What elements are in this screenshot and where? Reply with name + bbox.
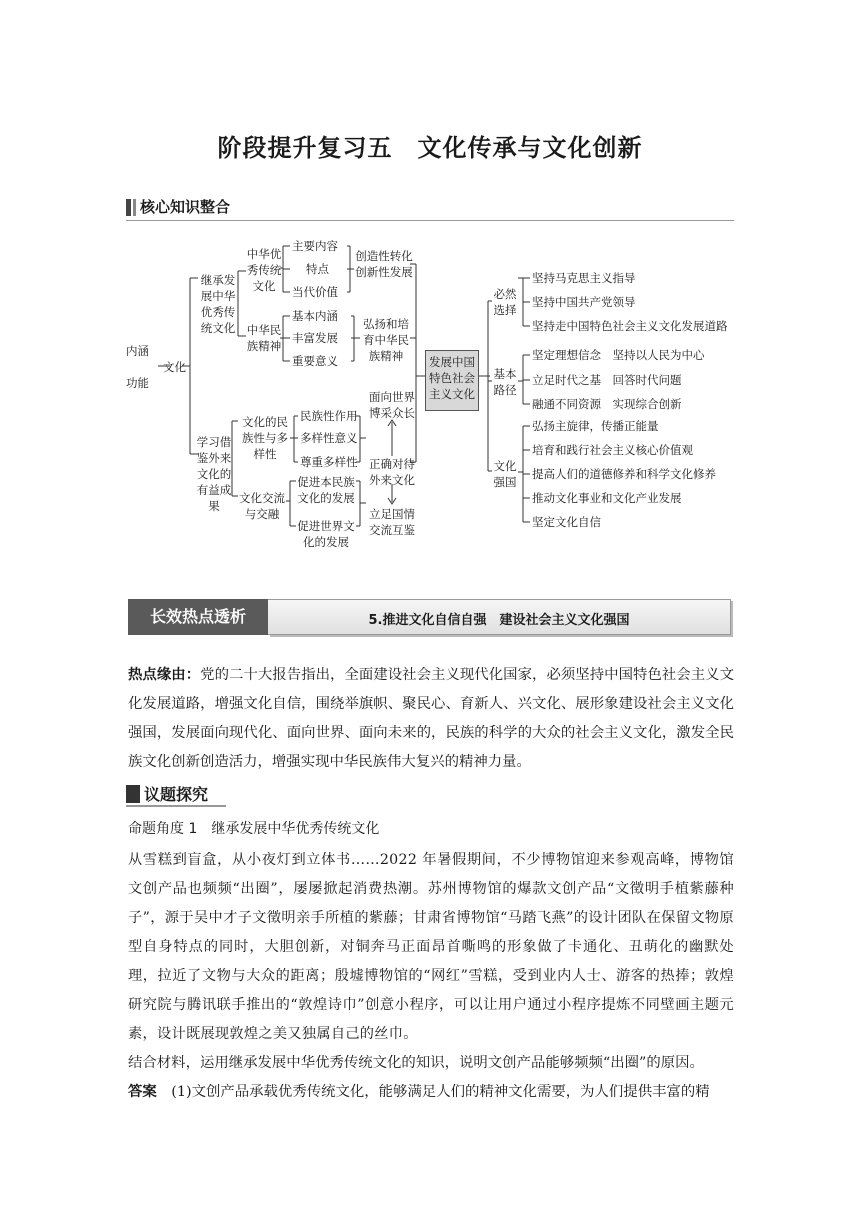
root-label-b: 功能	[126, 376, 149, 390]
b1a-item: 主要内容	[292, 239, 338, 253]
b1b-item: 丰富发展	[292, 331, 338, 345]
branch2-node: 学习借鉴外来文化的有益成果	[196, 435, 232, 513]
b2a-item: 多样性意义	[300, 431, 358, 445]
b1a-result: 创造性转化创新性发展	[355, 249, 413, 279]
section-header-core	[126, 196, 734, 221]
r3-item: 弘扬主旋律，传播正能量	[532, 419, 659, 433]
section-marker-icon	[126, 199, 131, 216]
r3-item: 坚定文化自信	[532, 515, 601, 529]
r1-item: 坚持走中国特色社会主义文化发展道路	[532, 319, 728, 333]
culture-node: 文化	[163, 360, 186, 374]
b1a-item: 当代价值	[292, 285, 338, 299]
answer-text: (1)文创产品承载优秀传统文化，能够满足人们的精神文化需要，为人们提供丰富的精	[171, 1084, 710, 1100]
r1-item: 坚持马克思主义指导	[532, 271, 636, 285]
section-title: 核心知识整合	[140, 198, 231, 216]
root-label-a: 内涵	[126, 344, 149, 358]
b1a-item: 特点	[306, 262, 329, 276]
b2a-item: 尊重多样性	[300, 455, 358, 469]
r3-node: 文化强国	[493, 459, 517, 489]
section-marker-icon	[126, 785, 140, 803]
r1-node: 必然选择	[493, 287, 517, 317]
mind-map	[120, 226, 740, 556]
question-paragraph: 结合材料，运用继承发展中华优秀传统文化的知识，说明文创产品能够频频“出圈”的原因。	[128, 1055, 704, 1071]
angle-heading: 命题角度 1 继承发展中华优秀传统文化	[128, 821, 380, 837]
r3-item: 提高人们的道德修养和科学文化修养	[532, 467, 716, 481]
branch1-node: 继承发展中华优秀传统文化	[200, 273, 236, 335]
r3-item: 培育和践行社会主义核心价值观	[532, 443, 693, 457]
b1b-item: 基本内涵	[292, 309, 338, 323]
b2b-item: 促进本民族文化的发展	[297, 475, 355, 505]
r2-item: 融通不同资源 实现综合创新	[532, 397, 682, 411]
r2-item: 立足时代之基 回答时代问题	[532, 373, 682, 387]
hotspot-label: 热点缘由：	[128, 667, 201, 683]
yiti-underline	[126, 805, 226, 807]
r3-item: 推动文化事业和文化产业发展	[532, 491, 682, 505]
hotspot-paragraph	[128, 661, 734, 777]
r1-item: 坚持中国共产党领导	[532, 295, 636, 309]
b2b-node: 文化交流与交融	[239, 491, 285, 521]
b2b-item: 促进世界文化的发展	[297, 519, 355, 549]
hotspot-text: 党的二十大报告指出，全面建设社会主义现代化国家，必须坚持中国特色社会主义文化发展道路，增强文化自信，围绕举旗帜、聚民心、育新人、兴文化、展形象建设社会主义文化强国，发展面向现代化、面向世界、面向未来的，民族的科学的大众的社会主义文化，激发全民族文化创新创造活力，增强实现中华民族伟大复兴的精神力量。	[128, 667, 734, 770]
r2-item: 坚定理想信念 坚持以人民为中心	[532, 348, 705, 362]
page-title: 阶段提升复习五 文化传承与文化创新	[217, 134, 643, 162]
answer-paragraph	[128, 1078, 734, 1107]
b1b-result: 弘扬和培育中华民族精神	[363, 317, 409, 363]
b2a-node: 文化的民族性与多样性	[242, 415, 288, 461]
answer-label: 答案	[128, 1084, 157, 1100]
right-attitude-node: 正确对待外来文化	[369, 457, 415, 487]
banner-topic-box	[268, 599, 731, 635]
b1b-item: 重要意义	[292, 354, 338, 368]
material-paragraph: 从雪糕到盲盒，从小夜灯到立体书……2022 年暑假期间，不少博物馆迎来参观高峰，博物馆文创产品也频频“出圈”，屡屡掀起消费热潮。苏州博物馆的爆款文创产品“文徵明手植紫藤种子”，源于吴中才子文徵明亲手所植的紫藤；甘肃省博物馆“马踏飞燕”的设计团队在保留文物原型自身特点的同时，大胆创新，对铜奔马正面昂首嘶鸣的形象做了卡通化、丑萌化的幽默处理，拉近了文物与大众的距离；殷墟博物馆的“网红”雪糕，受到业内人士、游客的热捧；敦煌研究院与腾讯联手推出的“敦煌诗巾”创意小程序，可以让用户通过小程序提炼不同壁画主题元素，设计既展现敦煌之美又独属自己的丝巾。	[128, 852, 734, 1042]
banner-topic: 5.推进文化自信自强 建设社会主义文化强国	[368, 613, 630, 628]
national-node: 立足国情交流互鉴	[369, 507, 415, 537]
world-node: 面向世界博采众长	[369, 390, 415, 420]
b1a-node: 中华优秀传统文化	[246, 247, 282, 293]
r2-node: 基本路径	[493, 367, 517, 397]
section-marker-icon-2	[133, 199, 136, 216]
center-node: 发展中国特色社会主义文化	[425, 350, 479, 411]
hotspot-banner	[128, 599, 732, 635]
banner-label: 长效热点透析	[128, 599, 268, 635]
yiti-title: 议题探究	[144, 785, 209, 804]
b2a-item: 民族性作用	[300, 409, 358, 423]
b1b-node: 中华民族精神	[246, 323, 282, 353]
